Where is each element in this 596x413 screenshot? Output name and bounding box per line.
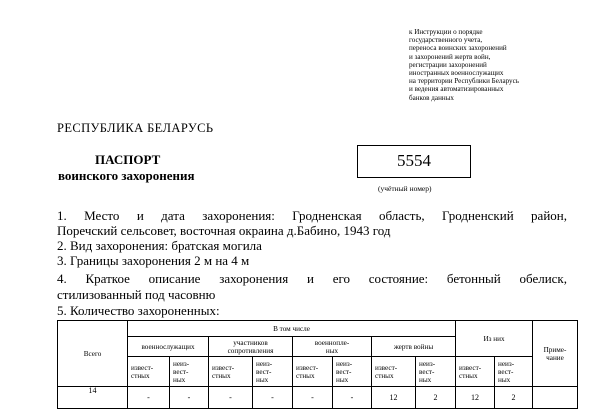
total-header: Всего — [58, 321, 128, 387]
instruction-line: к Инструкции о порядке — [409, 28, 483, 36]
instruction-line: государственного учета, — [409, 36, 483, 45]
group-war-victims: жертв войны — [372, 337, 456, 357]
known-header: извест- стных — [293, 357, 333, 387]
registration-number-caption: (учётный номер) — [378, 184, 432, 193]
passport-title: ПАСПОРТ — [95, 152, 161, 167]
value-cell: 12 — [372, 387, 416, 409]
passport-subtitle: воинского захоронения — [58, 168, 195, 183]
note-cell — [533, 387, 578, 409]
unknown-header: неиз- вест- ных — [416, 357, 456, 387]
value-cell: - — [253, 387, 293, 409]
value-cell: - — [333, 387, 372, 409]
instruction-line: на территории Республики Беларусь — [409, 77, 519, 86]
item-1-line-2: Поречский сельсовет, восточная окраина д.Бабино, 1943 год — [57, 223, 391, 238]
note-header: Приме- чание — [533, 321, 578, 387]
table-row — [58, 387, 578, 409]
value-cell: 2 — [495, 387, 533, 409]
item-3: 3. Границы захоронения 2 м на 4 м — [57, 253, 250, 268]
value-cell: 12 — [456, 387, 495, 409]
known-header: извест- стных — [128, 357, 170, 387]
item-1-line-1: 1. Место и дата захоронения: Гродненская область, Гродненский район, — [57, 208, 567, 223]
item-4-line-2: стилизованный под часовню — [57, 287, 216, 302]
instruction-line: и ведения автоматизированных — [409, 85, 504, 94]
instruction-reference — [409, 28, 594, 102]
republic-heading: РЕСПУБЛИКА БЕЛАРУСЬ — [57, 121, 214, 135]
of-them-header: Из них — [456, 321, 533, 357]
instruction-line: переноса воинских захоронений — [409, 44, 507, 53]
unknown-header: неиз- вест- ных — [253, 357, 293, 387]
known-header: извест- стных — [209, 357, 253, 387]
instruction-line: и захоронений жертв войн, — [409, 52, 491, 61]
group-prisoners: военнопле- ных — [293, 337, 372, 357]
value-cell: 2 — [416, 387, 456, 409]
total-cell: 14 — [58, 387, 128, 409]
instruction-line: регистрации захоронений — [409, 60, 487, 69]
item-5: 5. Количество захороненных: — [57, 303, 220, 318]
value-cell: - — [293, 387, 333, 409]
value-cell: - — [209, 387, 253, 409]
unknown-header: неиз- вест- ных — [170, 357, 209, 387]
group-servicemen: военнослужащих — [128, 337, 209, 357]
known-header: извест- стных — [456, 357, 495, 387]
unknown-header: неиз- вест- ных — [495, 357, 533, 387]
instruction-line: банков данных — [409, 93, 454, 102]
instruction-line: иностранных военнослужащих — [409, 69, 504, 78]
known-header: извест- стных — [372, 357, 416, 387]
including-header: В том числе — [128, 321, 456, 337]
registration-number-box: 5554 — [357, 145, 471, 178]
value-cell: - — [128, 387, 170, 409]
item-2: 2. Вид захоронения: братская могила — [57, 238, 262, 253]
burial-count-table — [57, 320, 578, 409]
group-resistance: участников сопротивления — [209, 337, 293, 357]
item-4-line-1: 4. Краткое описание захоронения и его состояние: бетонный обелиск, — [57, 271, 567, 286]
value-cell: - — [170, 387, 209, 409]
unknown-header: неиз- вест- ных — [333, 357, 372, 387]
